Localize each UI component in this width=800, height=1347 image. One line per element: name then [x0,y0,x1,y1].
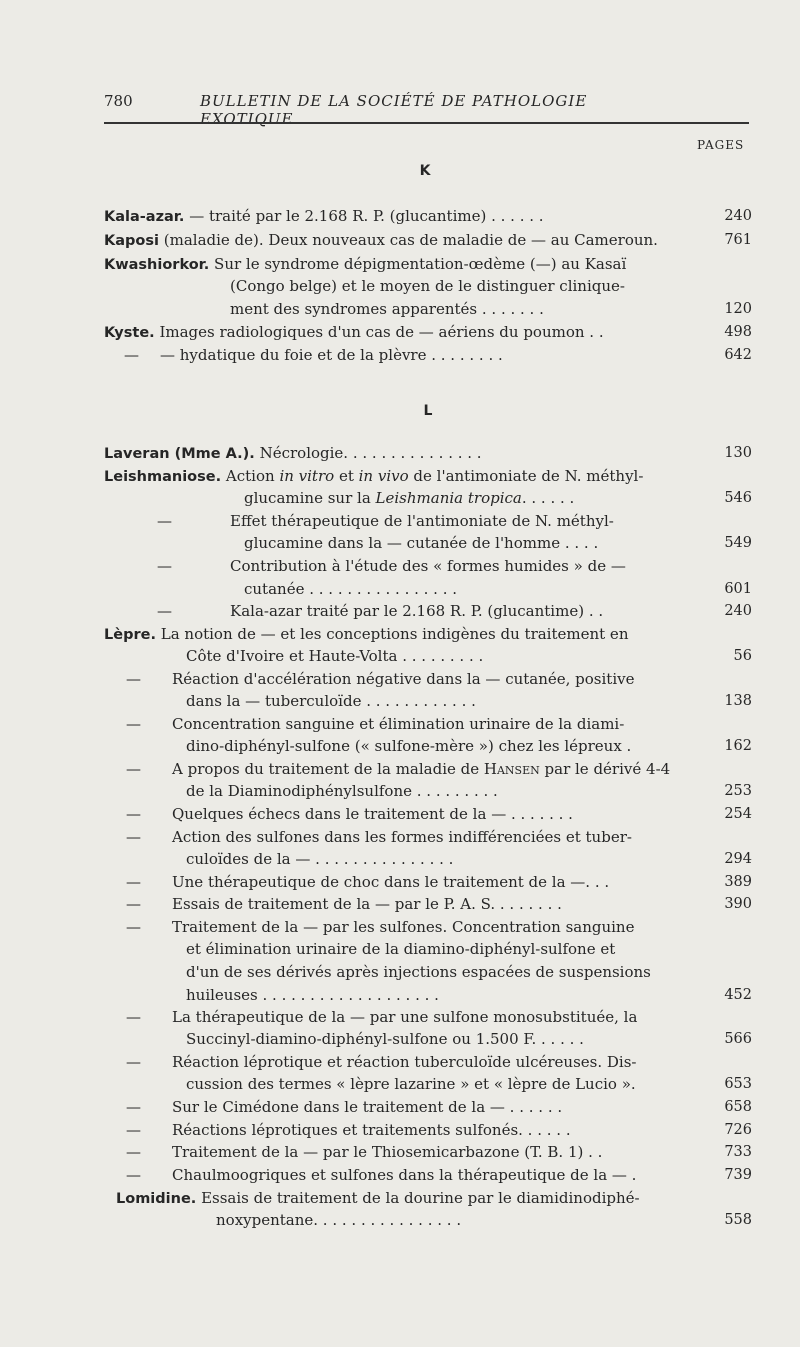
entry-text: par le dérivé 4-4 [544,760,671,778]
page-ref: 739 [724,1167,752,1183]
lepre-subentry: Sur le Cimédone dans le traitement de la — . . . . . . [172,1098,563,1116]
lepre-subentry [172,758,670,780]
page-ref: 566 [724,1031,752,1047]
entry-text-smallcaps: Hansen [483,760,540,778]
entry-text: et [334,467,359,485]
ditto-dash: — [126,1166,141,1184]
ditto-dash: — [126,895,141,913]
page-ref: 253 [724,783,752,799]
entry-text: . . . . . . [521,489,575,507]
ditto-dash: — [126,918,141,936]
entry-text: (maladie de). Deux nouveaux cas de maladie de — au Cameroun. [163,231,658,249]
entry-continuation: Côte d'Ivoire et Haute-Volta . . . . . . . . . [186,647,484,665]
entry-text: de l'antimoniate de N. méthyl- [408,467,644,485]
ditto-dash: — [126,828,141,846]
ditto-dash: — [126,1053,141,1071]
entry-continuation: de la Diaminodiphénylsulfone . . . . . . . . . [186,782,498,800]
entry-text: — traité par le 2.168 R. P. (glucantime) . . . . . . [189,207,544,225]
entry-text-italic: in vivo [358,467,409,485]
ditto-dash: — [126,1143,141,1161]
entry-continuation: noxypentane. . . . . . . . . . . . . . . . [216,1211,462,1229]
ditto-dash: — [126,670,141,688]
entry-continuation: et élimination urinaire de la diamino-diphényl-sulfone et [186,940,616,958]
entry-head: Kyste. [104,325,155,341]
entry-text: Images radiologiques d'un cas de — aériens du poumon . . [159,323,604,341]
entry-text: Essais de traitement de la dourine par le diamidinodiphé- [201,1189,640,1207]
page-ref: 56 [733,648,752,664]
page-ref: 138 [724,693,752,709]
page-ref: 549 [724,535,752,551]
entry-continuation: culoïdes de la — . . . . . . . . . . . . . . . [186,850,454,868]
entry-continuation: cussion des termes « lèpre lazarine » et « lèpre de Lucio ». [186,1075,636,1093]
entry-kala-azar [104,205,544,228]
journal-title: BULLETIN DE LA SOCIÉTÉ DE PATHOLOGIE EXOTIQUE [200,92,588,128]
entry-continuation: huileuses . . . . . . . . . . . . . . . . . . . [186,986,439,1004]
lepre-subentry: Une thérapeutique de choc dans le traitement de la —. . . [172,873,610,891]
lepre-subentry: Traitement de la — par le Thiosemicarbazone (T. B. 1) . . [172,1143,603,1161]
lepre-subentry: Traitement de la — par les sulfones. Concentration sanguine [172,918,635,936]
lepre-subentry: Chaulmoogriques et sulfones dans la thérapeutique de la — . [172,1166,637,1184]
entry-head: Lèpre. [104,627,156,643]
page-ref: 726 [724,1122,752,1138]
entry-subentry: Contribution à l'étude des « formes humides » de — [230,557,626,575]
entry-head: Lomidine. [116,1191,197,1207]
page-ref: 390 [724,896,752,912]
entry-continuation: ment des syndromes apparentés . . . . . . . [230,300,544,318]
lepre-subentry: Quelques échecs dans le traitement de la — . . . . . . . [172,805,573,823]
header-rule [104,122,749,124]
entry-head: Leishmaniose. [104,469,222,485]
entry-head: Laveran (Mme A.). [104,446,255,462]
page-ref: 498 [724,324,752,340]
page-ref: 761 [724,232,752,248]
page-ref: 642 [724,347,752,363]
page-ref: 733 [724,1144,752,1160]
page-ref: 240 [724,208,752,224]
entry-continuation: dans la — tuberculoïde . . . . . . . . . . . . [186,692,476,710]
lepre-subentry: La thérapeutique de la — par une sulfone monosubstituée, la [172,1008,638,1026]
entry-leishmaniose [104,465,643,488]
entry-continuation: Succinyl-diamino-diphényl-sulfone ou 1.500 F. . . . . . [186,1030,584,1048]
entry-continuation: cutanée . . . . . . . . . . . . . . . . [244,580,458,598]
page-ref: 240 [724,603,752,619]
entry-continuation [244,487,574,509]
entry-text: La notion de — et les conceptions indigènes du traitement en [160,625,629,643]
lepre-subentry: Réaction léprotique et réaction tuberculoïde ulcéreuses. Dis- [172,1053,637,1071]
ditto-dash: — [126,1121,141,1139]
page-ref: 130 [724,445,752,461]
entry-text: Nécrologie. . . . . . . . . . . . . . . [259,444,482,462]
page-ref: 120 [724,301,752,317]
page-ref: 162 [724,738,752,754]
ditto-dash: — [126,873,141,891]
entry-continuation: dino-diphényl-sulfone (« sulfone-mère ») chez les lépreux . [186,737,632,755]
ditto-dash: — [157,557,172,575]
lepre-subentry: Action des sulfones dans les formes indifférenciées et tuber- [172,828,632,846]
entry-kyste [104,321,604,344]
entry-text-italic: in vitro [279,467,335,485]
section-letter-k: K [419,163,431,179]
page-ref: 452 [724,987,752,1003]
page-ref: 546 [724,490,752,506]
entry-subentry: Kala-azar traité par le 2.168 R. P. (glucantime) . . [230,602,604,620]
ditto-dash: — [157,512,172,530]
ditto-dash: — [126,1008,141,1026]
entry-kwashiorkor [104,253,626,276]
entry-laveran [104,442,482,465]
ditto-dash: — [126,760,141,778]
entry-kaposi [104,229,658,252]
entry-head: Kala-azar. [104,209,185,225]
page-ref: 653 [724,1076,752,1092]
running-header [104,92,680,128]
lepre-subentry: Réaction d'accélération négative dans la — cutanée, positive [172,670,635,688]
entry-subentry: Effet thérapeutique de l'antimoniate de N. méthyl- [230,512,614,530]
entry-lepre [104,623,628,646]
ditto-dash: — [157,602,172,620]
section-letter-l: L [423,403,433,419]
entry-text: Sur le syndrome dépigmentation-œdème (—) au Kasaï [214,255,627,273]
page-ref: 601 [724,581,752,597]
entry-text-italic: Leishmania tropica [375,489,522,507]
page-number: 780 [104,92,133,110]
entry-head: Kaposi [104,233,159,249]
pages-column-label: PAGES [697,138,745,152]
entry-continuation: glucamine dans la — cutanée de l'homme . . . . [244,534,599,552]
entry-kyste-hydatique: — hydatique du foie et de la plèvre . . . . . . . . [160,346,503,364]
page-ref: 294 [724,851,752,867]
entry-text: glucamine sur la [244,489,376,507]
page-ref: 254 [724,806,752,822]
entry-continuation: d'un de ses dérivés après injections espacées de suspensions [186,963,651,981]
lepre-subentry: Essais de traitement de la — par le P. A. S. . . . . . . . [172,895,562,913]
lepre-subentry: Concentration sanguine et élimination urinaire de la diami- [172,715,625,733]
entry-text: A propos du traitement de la maladie de [172,760,480,778]
ditto-dash: — [126,715,141,733]
ditto-dash: — [126,805,141,823]
page-ref: 389 [724,874,752,890]
ditto-dash: — [126,1098,141,1116]
entry-continuation: (Congo belge) et le moyen de le distinguer clinique- [230,277,625,295]
entry-head: Kwashiorkor. [104,257,210,273]
lepre-subentry: Réactions léprotiques et traitements sulfonés. . . . . . [172,1121,571,1139]
page-ref: 658 [724,1099,752,1115]
entry-text: Action [225,467,280,485]
entry-lomidine [116,1187,640,1210]
page-ref: 558 [724,1212,752,1228]
ditto-dash: — [124,346,139,364]
